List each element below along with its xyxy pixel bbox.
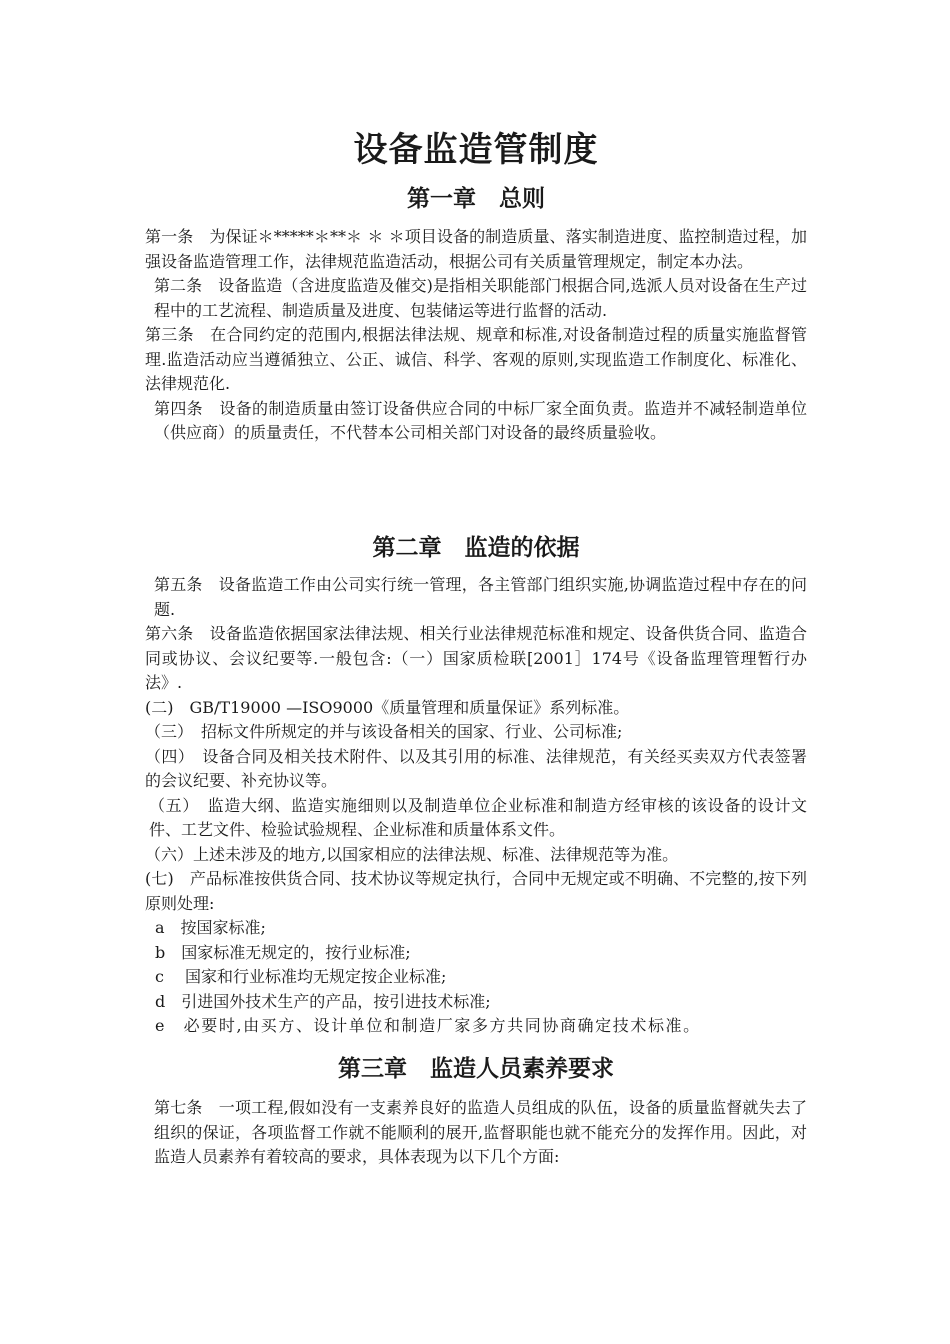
article-1: 第一条 为保证＊*****＊**＊ ＊ ＊项目设备的制造质量、落实制造进度、监控制造过程，加强设备监造管理工作，法律规范监造活动，根据公司有关质量管理规定，制定本办法。 bbox=[145, 227, 807, 271]
basis-item-5: （五） 监造大纲、监造实施细则以及制造单位企业标准和制造方经审核的该设备的设计文件、工艺文件、检验试验规程、企业标准和质量体系文件。 bbox=[149, 795, 807, 839]
article-2: 第二条 设备监造（含进度监造及催交)是指相关职能部门根据合同,选派人员对设备在生产过程中的工艺流程、制造质量及进度、包装储运等进行监督的活动. bbox=[154, 276, 807, 320]
basis-item-2: (二) GB/T19000 —ISO9000《质量管理和质量保证》系列标准。 bbox=[145, 697, 630, 717]
principle-item-a: a 按国家标准; bbox=[155, 918, 266, 937]
article-5: 第五条 设备监造工作由公司实行统一管理，各主管部门组织实施,协调监造过程中存在的问题. bbox=[154, 575, 807, 619]
basis-item-6: （六）上述未涉及的地方,以国家相应的法律法规、标准、法律规范等为准。 bbox=[145, 844, 679, 864]
chapter-2-body bbox=[145, 573, 807, 1039]
article-7: 第七条 一项工程,假如没有一支素养良好的监造人员组成的队伍，设备的质量监督就失去了组织的保证，各项监督工作就不能顺利的展开,监督职能也就不能充分的发挥作用。因此，对监造人员素养有着较高的要求，具体表现为以下几个方面: bbox=[154, 1098, 807, 1166]
principle-item-b: b 国家标准无规定的，按行业标准; bbox=[155, 942, 411, 962]
chapter-3-title: 第三章 监造人员素养要求 bbox=[338, 1056, 614, 1082]
chapter-3-body bbox=[145, 1096, 807, 1170]
basis-item-3: （三） 招标文件所规定的并与该设备相关的国家、行业、公司标准; bbox=[145, 722, 623, 741]
chapter-1-title: 第一章 总则 bbox=[407, 186, 545, 212]
principle-item-e: e 必要时,由买方、设计单位和制造厂家多方共同协商确定技术标准。 bbox=[155, 1016, 701, 1035]
basis-item-7: (七) 产品标准按供货合同、技术协议等规定执行，合同中无规定或不明确、不完整的,按下列原则处理: bbox=[145, 869, 807, 913]
article-6: 第六条 设备监造依据国家法律法规、相关行业法律规范标准和规定、设备供货合同、监造合同或协议、会议纪要等.一般包含:（一）国家质检联[2001］174号《设备监理管理暂行办法》. bbox=[145, 624, 807, 692]
principle-item-c: c 国家和行业标准均无规定按企业标准; bbox=[155, 967, 447, 986]
article-3: 第三条 在合同约定的范围内,根据法律法规、规章和标准,对设备制造过程的质量实施监督管理.监造活动应当遵循独立、公正、诚信、科学、客观的原则,实现监造工作制度化、标准化、法律规范化. bbox=[145, 325, 807, 393]
principle-item-d: d 引进国外技术生产的产品，按引进技术标准; bbox=[155, 991, 491, 1011]
article-4: 第四条 设备的制造质量由签订设备供应合同的中标厂家全面负责。监造并不减轻制造单位（供应商）的质量责任，不代替本公司相关部门对设备的最终质量验收。 bbox=[154, 398, 807, 442]
basis-item-4: （四） 设备合同及相关技术附件、以及其引用的标准、法律规范，有关经买卖双方代表签署的会议纪要、补充协议等。 bbox=[145, 746, 807, 790]
chapter-1-body bbox=[145, 225, 807, 446]
chapter-2-title: 第二章 监造的依据 bbox=[372, 535, 580, 561]
document-title: 设备监造管制度 bbox=[353, 130, 599, 170]
